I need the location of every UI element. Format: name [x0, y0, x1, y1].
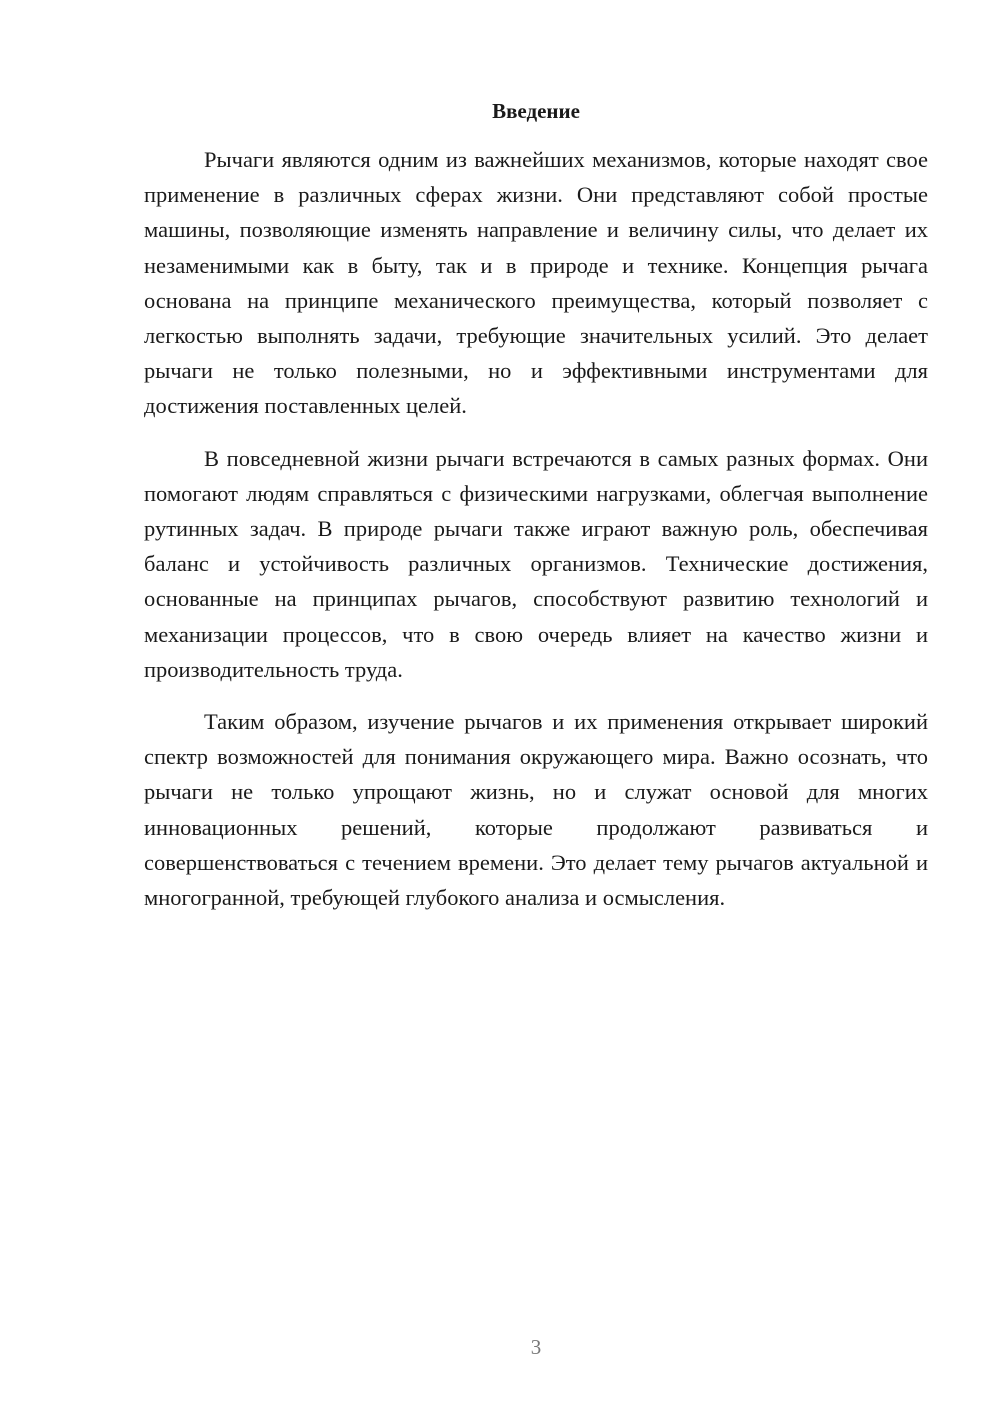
paragraph-1: Рычаги являются одним из важнейших механизмов, которые находят свое применение в различных сферах жизни. Они представляют собой простые машины, позволяющие изменять направление и величину силы, что делает их незаменимыми как в быту, так и в природе и технике. Концепция рычага основана на принципе механического преимущества, который позволяет с легкостью выполнять задачи, требующие значительных усилий. Это делает рычаги не только полезными, но и эффективными инструментами для достижения поставленных целей. [144, 147, 928, 419]
section-title: Введение [492, 99, 580, 123]
body-text [144, 142, 928, 932]
page-number: 3 [530, 1335, 542, 1359]
paragraph-3: Таким образом, изучение рычагов и их применения открывает широкий спектр возможностей для понимания окружающего мира. Важно осознать, что рычаги не только упрощают жизнь, но и служат основой для многих инновационных решений, которые продолжают развиваться и совершенствоваться с течением времени. Это делает тему рычагов актуальной и многогранной, требующей глубокого анализа и осмысления. [144, 709, 928, 911]
paragraph-2: В повседневной жизни рычаги встречаются в самых разных формах. Они помогают людям справляться с физическими нагрузками, облегчая выполнение рутинных задач. В природе рычаги также играют важную роль, обеспечивая баланс и устойчивость различных организмов. Технические достижения, основанные на принципах рычагов, способствуют развитию технологий и механизации процессов, что в свою очередь влияет на качество жизни и производительность труда. [144, 445, 928, 682]
